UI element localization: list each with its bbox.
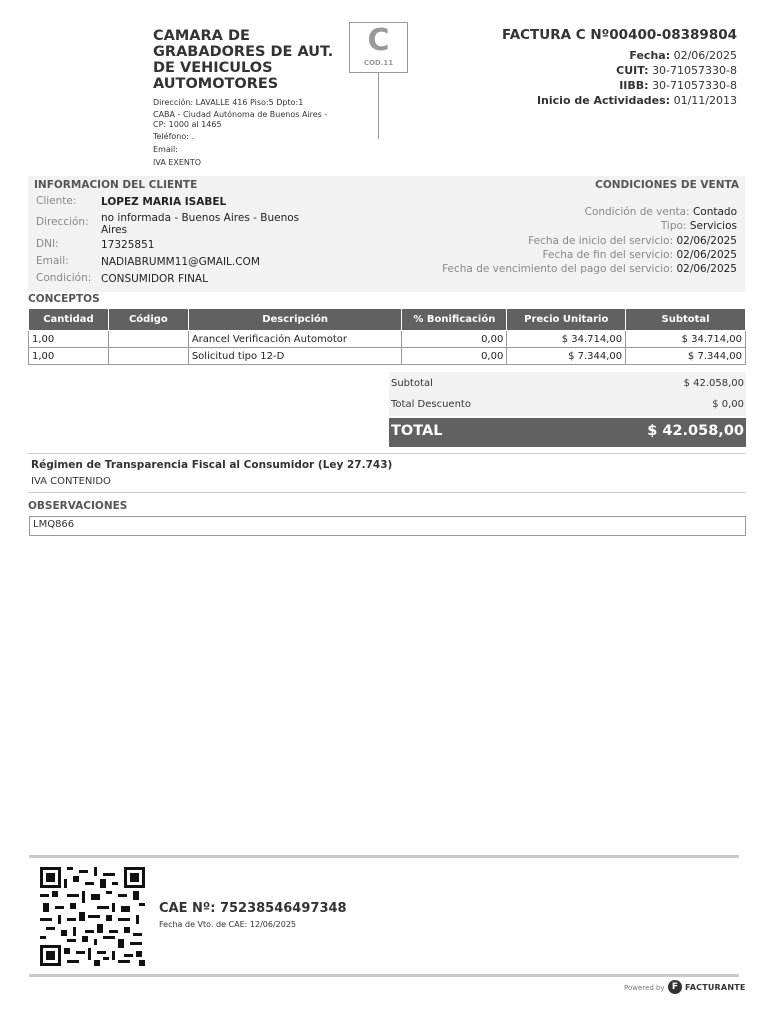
invoice-cuit <box>616 64 737 77</box>
document-type-box <box>349 22 408 73</box>
column-header-code: Código <box>108 309 188 331</box>
cell-quantity: 1,00 <box>29 348 109 365</box>
cell-discount: 0,00 <box>402 348 507 365</box>
observations-heading: OBSERVACIONES <box>28 500 128 512</box>
table-row <box>29 348 746 365</box>
issuer-phone: Teléfono: . <box>153 132 195 141</box>
client-condition-label: Condición: <box>36 272 92 284</box>
issuer-name-line: CAMARA DE <box>153 28 250 44</box>
cell-description: Solicitud tipo 12-D <box>188 348 402 365</box>
divider <box>28 492 746 493</box>
footer-divider-bottom <box>29 974 739 977</box>
service-end-label: Fecha de fin del servicio: <box>542 249 674 261</box>
facturante-brand: FACTURANTE <box>685 983 746 992</box>
sale-type-row <box>661 220 737 232</box>
invoice-cuit-value: 30-71057330-8 <box>652 64 737 77</box>
issuer-logo <box>30 18 142 110</box>
observations-value: LMQ866 <box>33 519 75 530</box>
observations-box <box>29 516 746 536</box>
column-header-unit-price: Precio Unitario <box>507 309 626 331</box>
service-end-value: 02/06/2025 <box>676 249 737 261</box>
table-row <box>29 331 746 348</box>
grand-total <box>389 418 746 447</box>
invoice-date <box>629 49 737 62</box>
cae-number: CAE Nº: 75238546497348 <box>159 901 347 916</box>
issuer-name <box>153 28 343 92</box>
client-email-label: Email: <box>36 255 69 267</box>
issuer-address: Dirección: LAVALLE 416 Piso:5 Dpto:1 <box>153 98 304 107</box>
client-dni: 17325851 <box>101 239 155 251</box>
powered-by-label: Powered by <box>624 984 665 992</box>
regimen-title: Régimen de Transparencia Fiscal al Consumidor (Ley 27.743) <box>31 459 393 471</box>
subtotal-label: Subtotal <box>391 378 433 389</box>
invoice-start-label: Inicio de Actividades: <box>536 94 671 107</box>
cell-subtotal: $ 34.714,00 <box>626 331 746 348</box>
column-header-subtotal: Subtotal <box>626 309 746 331</box>
concepts-table <box>28 308 746 365</box>
client-email: NADIABRUMM11@GMAIL.COM <box>101 256 260 268</box>
footer-divider-top <box>29 855 739 858</box>
invoice-iibb-value: 30-71057330-8 <box>652 79 737 92</box>
client-name: LOPEZ MARIA ISABEL <box>101 196 227 208</box>
cell-description: Arancel Verificación Automotor <box>188 331 402 348</box>
qr-code <box>40 867 145 966</box>
cell-quantity: 1,00 <box>29 331 109 348</box>
cae-expiration: Fecha de Vto. de CAE: 12/06/2025 <box>159 920 296 929</box>
cell-code <box>108 331 188 348</box>
cell-subtotal: $ 7.344,00 <box>626 348 746 365</box>
discount-total-label: Total Descuento <box>391 399 471 410</box>
facturante-logo-icon: F <box>668 980 682 994</box>
service-start-row <box>528 235 737 247</box>
service-start-value: 02/06/2025 <box>676 235 737 247</box>
issuer-cp: CP: 1000 al 1465 <box>153 120 222 129</box>
invoice-title: FACTURA C Nº00400-08389804 <box>502 27 737 43</box>
table-header-row <box>29 309 746 331</box>
client-address-label: Dirección: <box>36 216 89 228</box>
column-header-discount: % Bonificación <box>402 309 507 331</box>
client-address-line-1: no informada - Buenos Aires - Buenos <box>101 212 300 224</box>
invoice-iibb <box>619 79 737 92</box>
sale-condition-label: Condición de venta: <box>584 206 690 218</box>
invoice-iibb-label: IIBB: <box>619 79 649 92</box>
sale-condition-value: Contado <box>692 206 737 218</box>
invoice-date-value: 02/06/2025 <box>673 49 737 62</box>
grand-total-value: $ 42.058,00 <box>647 423 744 439</box>
grand-total-label: TOTAL <box>391 423 443 439</box>
service-end-row <box>543 249 737 261</box>
column-header-description: Descripción <box>188 309 402 331</box>
discount-total-value: $ 0,00 <box>712 399 744 410</box>
client-condition: CONSUMIDOR FINAL <box>101 273 208 285</box>
client-heading: INFORMACION DEL CLIENTE <box>34 179 198 191</box>
issuer-name-line: DE VEHICULOS <box>153 60 273 76</box>
payment-due-value: 02/06/2025 <box>676 263 737 275</box>
cell-unit-price: $ 7.344,00 <box>507 348 626 365</box>
payment-due-label: Fecha de vencimiento del pago del servicio: <box>442 263 674 275</box>
payment-due-row <box>442 263 737 275</box>
sale-condition-row <box>585 206 737 218</box>
cell-unit-price: $ 34.714,00 <box>507 331 626 348</box>
issuer-name-line: AUTOMOTORES <box>153 76 279 92</box>
invoice-start-date <box>537 94 737 107</box>
header-divider <box>378 72 379 139</box>
cell-code <box>108 348 188 365</box>
client-address-line-2: Aires <box>101 224 128 236</box>
issuer-address-2: CABA - Ciudad Autónoma de Buenos Aires - <box>153 110 328 119</box>
column-header-quantity: Cantidad <box>29 309 109 331</box>
invoice-cuit-label: CUIT: <box>616 64 649 77</box>
client-name-label: Cliente: <box>36 195 77 207</box>
divider <box>28 453 746 454</box>
document-type-code: COD.11 <box>363 59 394 67</box>
issuer-iva: IVA EXENTO <box>153 158 202 167</box>
regimen-value: IVA CONTENIDO <box>31 476 111 487</box>
subtotal-value: $ 42.058,00 <box>683 378 744 389</box>
service-start-label: Fecha de inicio del servicio: <box>528 235 674 247</box>
sale-type-label: Tipo: <box>660 220 687 232</box>
client-dni-label: DNI: <box>36 238 59 250</box>
invoice-start-value: 01/11/2013 <box>673 94 737 107</box>
document-type-letter: C <box>367 23 390 58</box>
cell-discount: 0,00 <box>402 331 507 348</box>
issuer-email: Email: <box>153 145 178 154</box>
issuer-name-line: GRABADORES DE AUT. <box>153 44 334 60</box>
invoice-date-label: Fecha: <box>629 49 671 62</box>
sale-type-value: Servicios <box>689 220 737 232</box>
sale-conditions-heading: CONDICIONES DE VENTA <box>595 179 739 191</box>
concepts-heading: CONCEPTOS <box>28 293 100 305</box>
